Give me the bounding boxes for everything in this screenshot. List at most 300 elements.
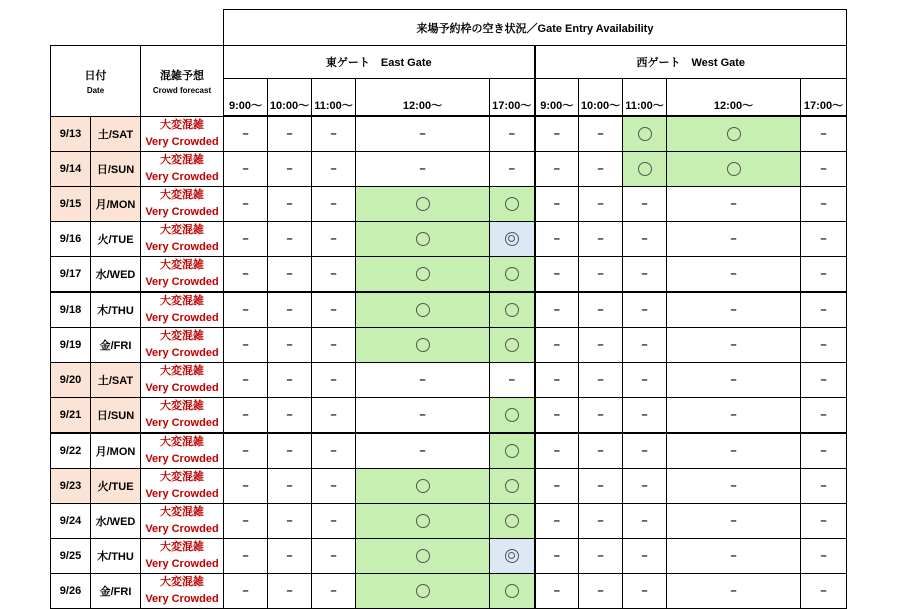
day-cell: 木/THU — [91, 538, 141, 573]
west-slot-cell — [535, 397, 579, 433]
east-slot-cell — [490, 503, 535, 538]
unavailable-dash: – — [730, 584, 737, 597]
unavailable-dash: – — [597, 162, 604, 175]
forecast-en: Very Crowded — [145, 381, 219, 394]
east-slot-cell — [490, 186, 535, 221]
available-circle-icon — [505, 444, 519, 458]
unavailable-dash: – — [286, 162, 293, 175]
unavailable-dash: – — [242, 303, 249, 316]
east-slot-cell — [490, 397, 535, 433]
west-slot-cell — [579, 362, 623, 397]
west-slot-cell — [535, 292, 579, 328]
west-slot-cell — [579, 503, 623, 538]
west-slot-cell — [801, 468, 847, 503]
forecast-jp: 大変混雑 — [160, 118, 204, 131]
west-slot-cell — [579, 256, 623, 292]
east-slot-cell — [312, 573, 356, 608]
unavailable-dash: – — [820, 267, 827, 280]
west-slot-cell — [579, 468, 623, 503]
unavailable-dash: – — [419, 373, 426, 386]
east-slot-cell — [312, 538, 356, 573]
west-slot-cell — [667, 186, 801, 221]
east-slot-cell — [224, 433, 268, 469]
unavailable-dash: – — [820, 127, 827, 140]
east-time-12: 12:00～ — [356, 79, 490, 117]
date-cell: 9/15 — [51, 186, 91, 221]
unavailable-dash: – — [641, 197, 648, 210]
forecast-header-jp: 混雑予想 — [160, 69, 204, 82]
east-slot-cell — [490, 538, 535, 573]
west-time-9: 9:00～ — [535, 79, 579, 117]
west-slot-cell — [623, 186, 667, 221]
unavailable-dash: – — [730, 514, 737, 527]
east-slot-cell — [268, 292, 312, 328]
unavailable-dash: – — [242, 197, 249, 210]
forecast-cell — [141, 256, 224, 292]
west-slot-cell — [801, 151, 847, 186]
east-slot-cell — [356, 256, 490, 292]
west-slot-cell — [667, 327, 801, 362]
east-slot-cell — [356, 538, 490, 573]
east-slot-cell — [268, 327, 312, 362]
date-header-en: Date — [86, 85, 105, 95]
east-slot-cell — [268, 433, 312, 469]
unavailable-dash: – — [820, 373, 827, 386]
forecast-en: Very Crowded — [145, 557, 219, 570]
date-header — [51, 46, 141, 117]
west-slot-cell — [801, 292, 847, 328]
west-slot-cell — [801, 433, 847, 469]
date-cell: 9/19 — [51, 327, 91, 362]
unavailable-dash: – — [553, 162, 560, 175]
unavailable-dash: – — [330, 549, 337, 562]
east-slot-cell — [356, 433, 490, 469]
west-slot-cell — [579, 186, 623, 221]
west-slot-cell — [801, 397, 847, 433]
unavailable-dash: – — [820, 444, 827, 457]
east-slot-cell — [356, 397, 490, 433]
available-circle-icon — [505, 338, 519, 352]
unavailable-dash: – — [553, 267, 560, 280]
unavailable-dash: – — [730, 549, 737, 562]
forecast-cell — [141, 362, 224, 397]
available-circle-icon — [505, 584, 519, 598]
unavailable-dash: – — [419, 408, 426, 421]
available-circle-icon — [727, 127, 741, 141]
unavailable-dash: – — [419, 444, 426, 457]
east-slot-cell — [268, 503, 312, 538]
available-circle-icon — [416, 338, 430, 352]
west-slot-cell — [667, 116, 801, 151]
east-slot-cell — [490, 221, 535, 256]
day-cell: 日/SUN — [91, 151, 141, 186]
date-cell: 9/25 — [51, 538, 91, 573]
west-slot-cell — [801, 186, 847, 221]
east-slot-cell — [312, 362, 356, 397]
unavailable-dash: – — [597, 303, 604, 316]
day-cell: 水/WED — [91, 256, 141, 292]
unavailable-dash: – — [553, 197, 560, 210]
unavailable-dash: – — [286, 408, 293, 421]
day-cell: 土/SAT — [91, 116, 141, 151]
forecast-en: Very Crowded — [145, 240, 219, 253]
unavailable-dash: – — [553, 584, 560, 597]
table-row — [51, 186, 847, 221]
day-cell: 水/WED — [91, 503, 141, 538]
date-cell: 9/17 — [51, 256, 91, 292]
west-slot-cell — [579, 151, 623, 186]
day-cell: 金/FRI — [91, 573, 141, 608]
unavailable-dash: – — [286, 232, 293, 245]
east-slot-cell — [356, 186, 490, 221]
table-row — [51, 116, 847, 151]
forecast-jp: 大変混雑 — [160, 329, 204, 342]
east-slot-cell — [490, 151, 535, 186]
date-cell: 9/16 — [51, 221, 91, 256]
unavailable-dash: – — [820, 232, 827, 245]
forecast-jp: 大変混雑 — [160, 575, 204, 588]
day-cell: 月/MON — [91, 186, 141, 221]
unavailable-dash: – — [242, 267, 249, 280]
west-slot-cell — [623, 538, 667, 573]
double-circle-icon — [505, 549, 519, 563]
unavailable-dash: – — [330, 408, 337, 421]
unavailable-dash: – — [330, 162, 337, 175]
east-slot-cell — [224, 116, 268, 151]
unavailable-dash: – — [242, 338, 249, 351]
forecast-jp: 大変混雑 — [160, 540, 204, 553]
available-circle-icon — [416, 479, 430, 493]
unavailable-dash: – — [330, 584, 337, 597]
forecast-cell — [141, 292, 224, 328]
east-slot-cell — [490, 292, 535, 328]
unavailable-dash: – — [419, 127, 426, 140]
double-circle-icon — [505, 232, 519, 246]
date-cell: 9/23 — [51, 468, 91, 503]
west-slot-cell — [667, 362, 801, 397]
date-cell: 9/26 — [51, 573, 91, 608]
table-title: 来場予約枠の空き状況／Gate Entry Availability — [224, 10, 847, 46]
forecast-cell — [141, 573, 224, 608]
west-slot-cell — [535, 362, 579, 397]
unavailable-dash: – — [597, 338, 604, 351]
east-time-11: 11:00～ — [312, 79, 356, 117]
west-slot-cell — [579, 116, 623, 151]
west-slot-cell — [535, 433, 579, 469]
east-slot-cell — [490, 573, 535, 608]
east-slot-cell — [490, 433, 535, 469]
unavailable-dash: – — [330, 479, 337, 492]
east-slot-cell — [312, 151, 356, 186]
unavailable-dash: – — [242, 549, 249, 562]
forecast-cell — [141, 327, 224, 362]
unavailable-dash: – — [820, 549, 827, 562]
west-slot-cell — [667, 573, 801, 608]
east-slot-cell — [312, 221, 356, 256]
forecast-jp: 大変混雑 — [160, 505, 204, 518]
east-slot-cell — [312, 186, 356, 221]
west-slot-cell — [667, 292, 801, 328]
unavailable-dash: – — [508, 373, 515, 386]
west-slot-cell — [535, 503, 579, 538]
east-slot-cell — [490, 116, 535, 151]
east-gate-header: 東ゲート East Gate — [224, 46, 535, 79]
unavailable-dash: – — [286, 338, 293, 351]
unavailable-dash: – — [597, 127, 604, 140]
unavailable-dash: – — [242, 514, 249, 527]
table-row — [51, 397, 847, 433]
unavailable-dash: – — [820, 197, 827, 210]
west-slot-cell — [579, 292, 623, 328]
west-slot-cell — [579, 538, 623, 573]
east-slot-cell — [312, 433, 356, 469]
unavailable-dash: – — [242, 373, 249, 386]
east-slot-cell — [268, 468, 312, 503]
west-time-10: 10:00～ — [579, 79, 623, 117]
unavailable-dash: – — [820, 338, 827, 351]
east-slot-cell — [224, 468, 268, 503]
unavailable-dash: – — [597, 514, 604, 527]
east-slot-cell — [490, 256, 535, 292]
unavailable-dash: – — [641, 549, 648, 562]
available-circle-icon — [416, 197, 430, 211]
unavailable-dash: – — [730, 267, 737, 280]
east-slot-cell — [268, 397, 312, 433]
east-slot-cell — [224, 327, 268, 362]
unavailable-dash: – — [242, 479, 249, 492]
date-cell: 9/18 — [51, 292, 91, 328]
west-slot-cell — [667, 503, 801, 538]
east-slot-cell — [490, 327, 535, 362]
forecast-cell — [141, 151, 224, 186]
east-slot-cell — [356, 327, 490, 362]
east-slot-cell — [268, 151, 312, 186]
east-slot-cell — [224, 538, 268, 573]
forecast-jp: 大変混雑 — [160, 258, 204, 271]
availability-table — [50, 9, 847, 609]
unavailable-dash: – — [597, 267, 604, 280]
unavailable-dash: – — [820, 162, 827, 175]
unavailable-dash: – — [553, 127, 560, 140]
west-slot-cell — [667, 397, 801, 433]
east-slot-cell — [312, 116, 356, 151]
east-slot-cell — [268, 538, 312, 573]
unavailable-dash: – — [286, 373, 293, 386]
unavailable-dash: – — [641, 267, 648, 280]
unavailable-dash: – — [730, 408, 737, 421]
east-slot-cell — [356, 116, 490, 151]
west-slot-cell — [667, 256, 801, 292]
west-slot-cell — [623, 503, 667, 538]
west-slot-cell — [801, 538, 847, 573]
available-circle-icon — [505, 479, 519, 493]
unavailable-dash: – — [730, 338, 737, 351]
available-circle-icon — [505, 197, 519, 211]
unavailable-dash: – — [286, 303, 293, 316]
forecast-cell — [141, 221, 224, 256]
forecast-jp: 大変混雑 — [160, 364, 204, 377]
west-slot-cell — [535, 538, 579, 573]
unavailable-dash: – — [330, 373, 337, 386]
forecast-cell — [141, 397, 224, 433]
east-slot-cell — [490, 362, 535, 397]
west-slot-cell — [579, 397, 623, 433]
unavailable-dash: – — [641, 479, 648, 492]
unavailable-dash: – — [330, 232, 337, 245]
table-row — [51, 327, 847, 362]
west-slot-cell — [579, 433, 623, 469]
west-slot-cell — [535, 256, 579, 292]
available-circle-icon — [416, 303, 430, 317]
unavailable-dash: – — [553, 232, 560, 245]
east-slot-cell — [224, 221, 268, 256]
unavailable-dash: – — [820, 303, 827, 316]
east-slot-cell — [312, 397, 356, 433]
unavailable-dash: – — [641, 444, 648, 457]
west-slot-cell — [667, 151, 801, 186]
unavailable-dash: – — [597, 444, 604, 457]
unavailable-dash: – — [597, 373, 604, 386]
east-slot-cell — [312, 327, 356, 362]
west-slot-cell — [801, 256, 847, 292]
unavailable-dash: – — [242, 127, 249, 140]
west-slot-cell — [535, 327, 579, 362]
unavailable-dash: – — [597, 549, 604, 562]
west-slot-cell — [623, 221, 667, 256]
west-gate-header: 西ゲート West Gate — [535, 46, 847, 79]
forecast-en: Very Crowded — [145, 275, 219, 288]
west-slot-cell — [579, 327, 623, 362]
east-slot-cell — [268, 362, 312, 397]
east-slot-cell — [312, 256, 356, 292]
east-slot-cell — [224, 151, 268, 186]
unavailable-dash: – — [330, 197, 337, 210]
east-time-9: 9:00～ — [224, 79, 268, 117]
east-slot-cell — [312, 468, 356, 503]
table-row — [51, 292, 847, 328]
table-row — [51, 503, 847, 538]
unavailable-dash: – — [553, 338, 560, 351]
east-slot-cell — [224, 292, 268, 328]
west-slot-cell — [623, 397, 667, 433]
east-slot-cell — [224, 362, 268, 397]
available-circle-icon — [416, 232, 430, 246]
east-slot-cell — [356, 468, 490, 503]
forecast-jp: 大変混雑 — [160, 223, 204, 236]
east-slot-cell — [312, 503, 356, 538]
forecast-header-en: Crowd forecast — [152, 85, 212, 95]
west-time-12: 12:00～ — [667, 79, 801, 117]
available-circle-icon — [638, 127, 652, 141]
table-row — [51, 573, 847, 608]
available-circle-icon — [638, 162, 652, 176]
east-slot-cell — [268, 573, 312, 608]
unavailable-dash: – — [286, 267, 293, 280]
available-circle-icon — [416, 514, 430, 528]
unavailable-dash: – — [730, 303, 737, 316]
unavailable-dash: – — [553, 303, 560, 316]
west-slot-cell — [623, 468, 667, 503]
east-slot-cell — [356, 503, 490, 538]
east-slot-cell — [268, 116, 312, 151]
west-slot-cell — [535, 221, 579, 256]
unavailable-dash: – — [730, 444, 737, 457]
table-row — [51, 151, 847, 186]
unavailable-dash: – — [820, 514, 827, 527]
unavailable-dash: – — [597, 232, 604, 245]
date-cell: 9/21 — [51, 397, 91, 433]
unavailable-dash: – — [508, 127, 515, 140]
east-slot-cell — [356, 151, 490, 186]
available-circle-icon — [416, 549, 430, 563]
unavailable-dash: – — [730, 197, 737, 210]
east-slot-cell — [268, 256, 312, 292]
west-slot-cell — [801, 327, 847, 362]
forecast-cell — [141, 116, 224, 151]
forecast-jp: 大変混雑 — [160, 188, 204, 201]
unavailable-dash: – — [242, 444, 249, 457]
unavailable-dash: – — [820, 584, 827, 597]
day-cell: 木/THU — [91, 292, 141, 328]
east-slot-cell — [224, 256, 268, 292]
unavailable-dash: – — [242, 232, 249, 245]
east-slot-cell — [356, 573, 490, 608]
forecast-en: Very Crowded — [145, 205, 219, 218]
forecast-jp: 大変混雑 — [160, 153, 204, 166]
unavailable-dash: – — [597, 584, 604, 597]
unavailable-dash: – — [641, 408, 648, 421]
forecast-cell — [141, 503, 224, 538]
available-circle-icon — [505, 303, 519, 317]
day-cell: 月/MON — [91, 433, 141, 469]
date-cell: 9/13 — [51, 116, 91, 151]
forecast-en: Very Crowded — [145, 311, 219, 324]
unavailable-dash: – — [730, 232, 737, 245]
west-slot-cell — [623, 573, 667, 608]
west-slot-cell — [623, 256, 667, 292]
unavailable-dash: – — [419, 162, 426, 175]
table-row — [51, 221, 847, 256]
table-row — [51, 362, 847, 397]
blank-corner — [51, 10, 224, 46]
available-circle-icon — [727, 162, 741, 176]
west-slot-cell — [801, 116, 847, 151]
unavailable-dash: – — [242, 408, 249, 421]
west-slot-cell — [667, 221, 801, 256]
unavailable-dash: – — [330, 267, 337, 280]
forecast-cell — [141, 538, 224, 573]
date-cell: 9/14 — [51, 151, 91, 186]
west-slot-cell — [801, 221, 847, 256]
unavailable-dash: – — [641, 514, 648, 527]
west-slot-cell — [667, 433, 801, 469]
unavailable-dash: – — [553, 444, 560, 457]
unavailable-dash: – — [820, 408, 827, 421]
date-header-jp: 日付 — [84, 69, 107, 82]
west-slot-cell — [535, 186, 579, 221]
east-slot-cell — [356, 292, 490, 328]
east-slot-cell — [490, 468, 535, 503]
table-row — [51, 538, 847, 573]
unavailable-dash: – — [641, 338, 648, 351]
east-slot-cell — [224, 186, 268, 221]
forecast-en: Very Crowded — [145, 135, 219, 148]
west-slot-cell — [623, 327, 667, 362]
east-slot-cell — [268, 221, 312, 256]
unavailable-dash: – — [286, 514, 293, 527]
west-slot-cell — [623, 151, 667, 186]
west-slot-cell — [535, 151, 579, 186]
